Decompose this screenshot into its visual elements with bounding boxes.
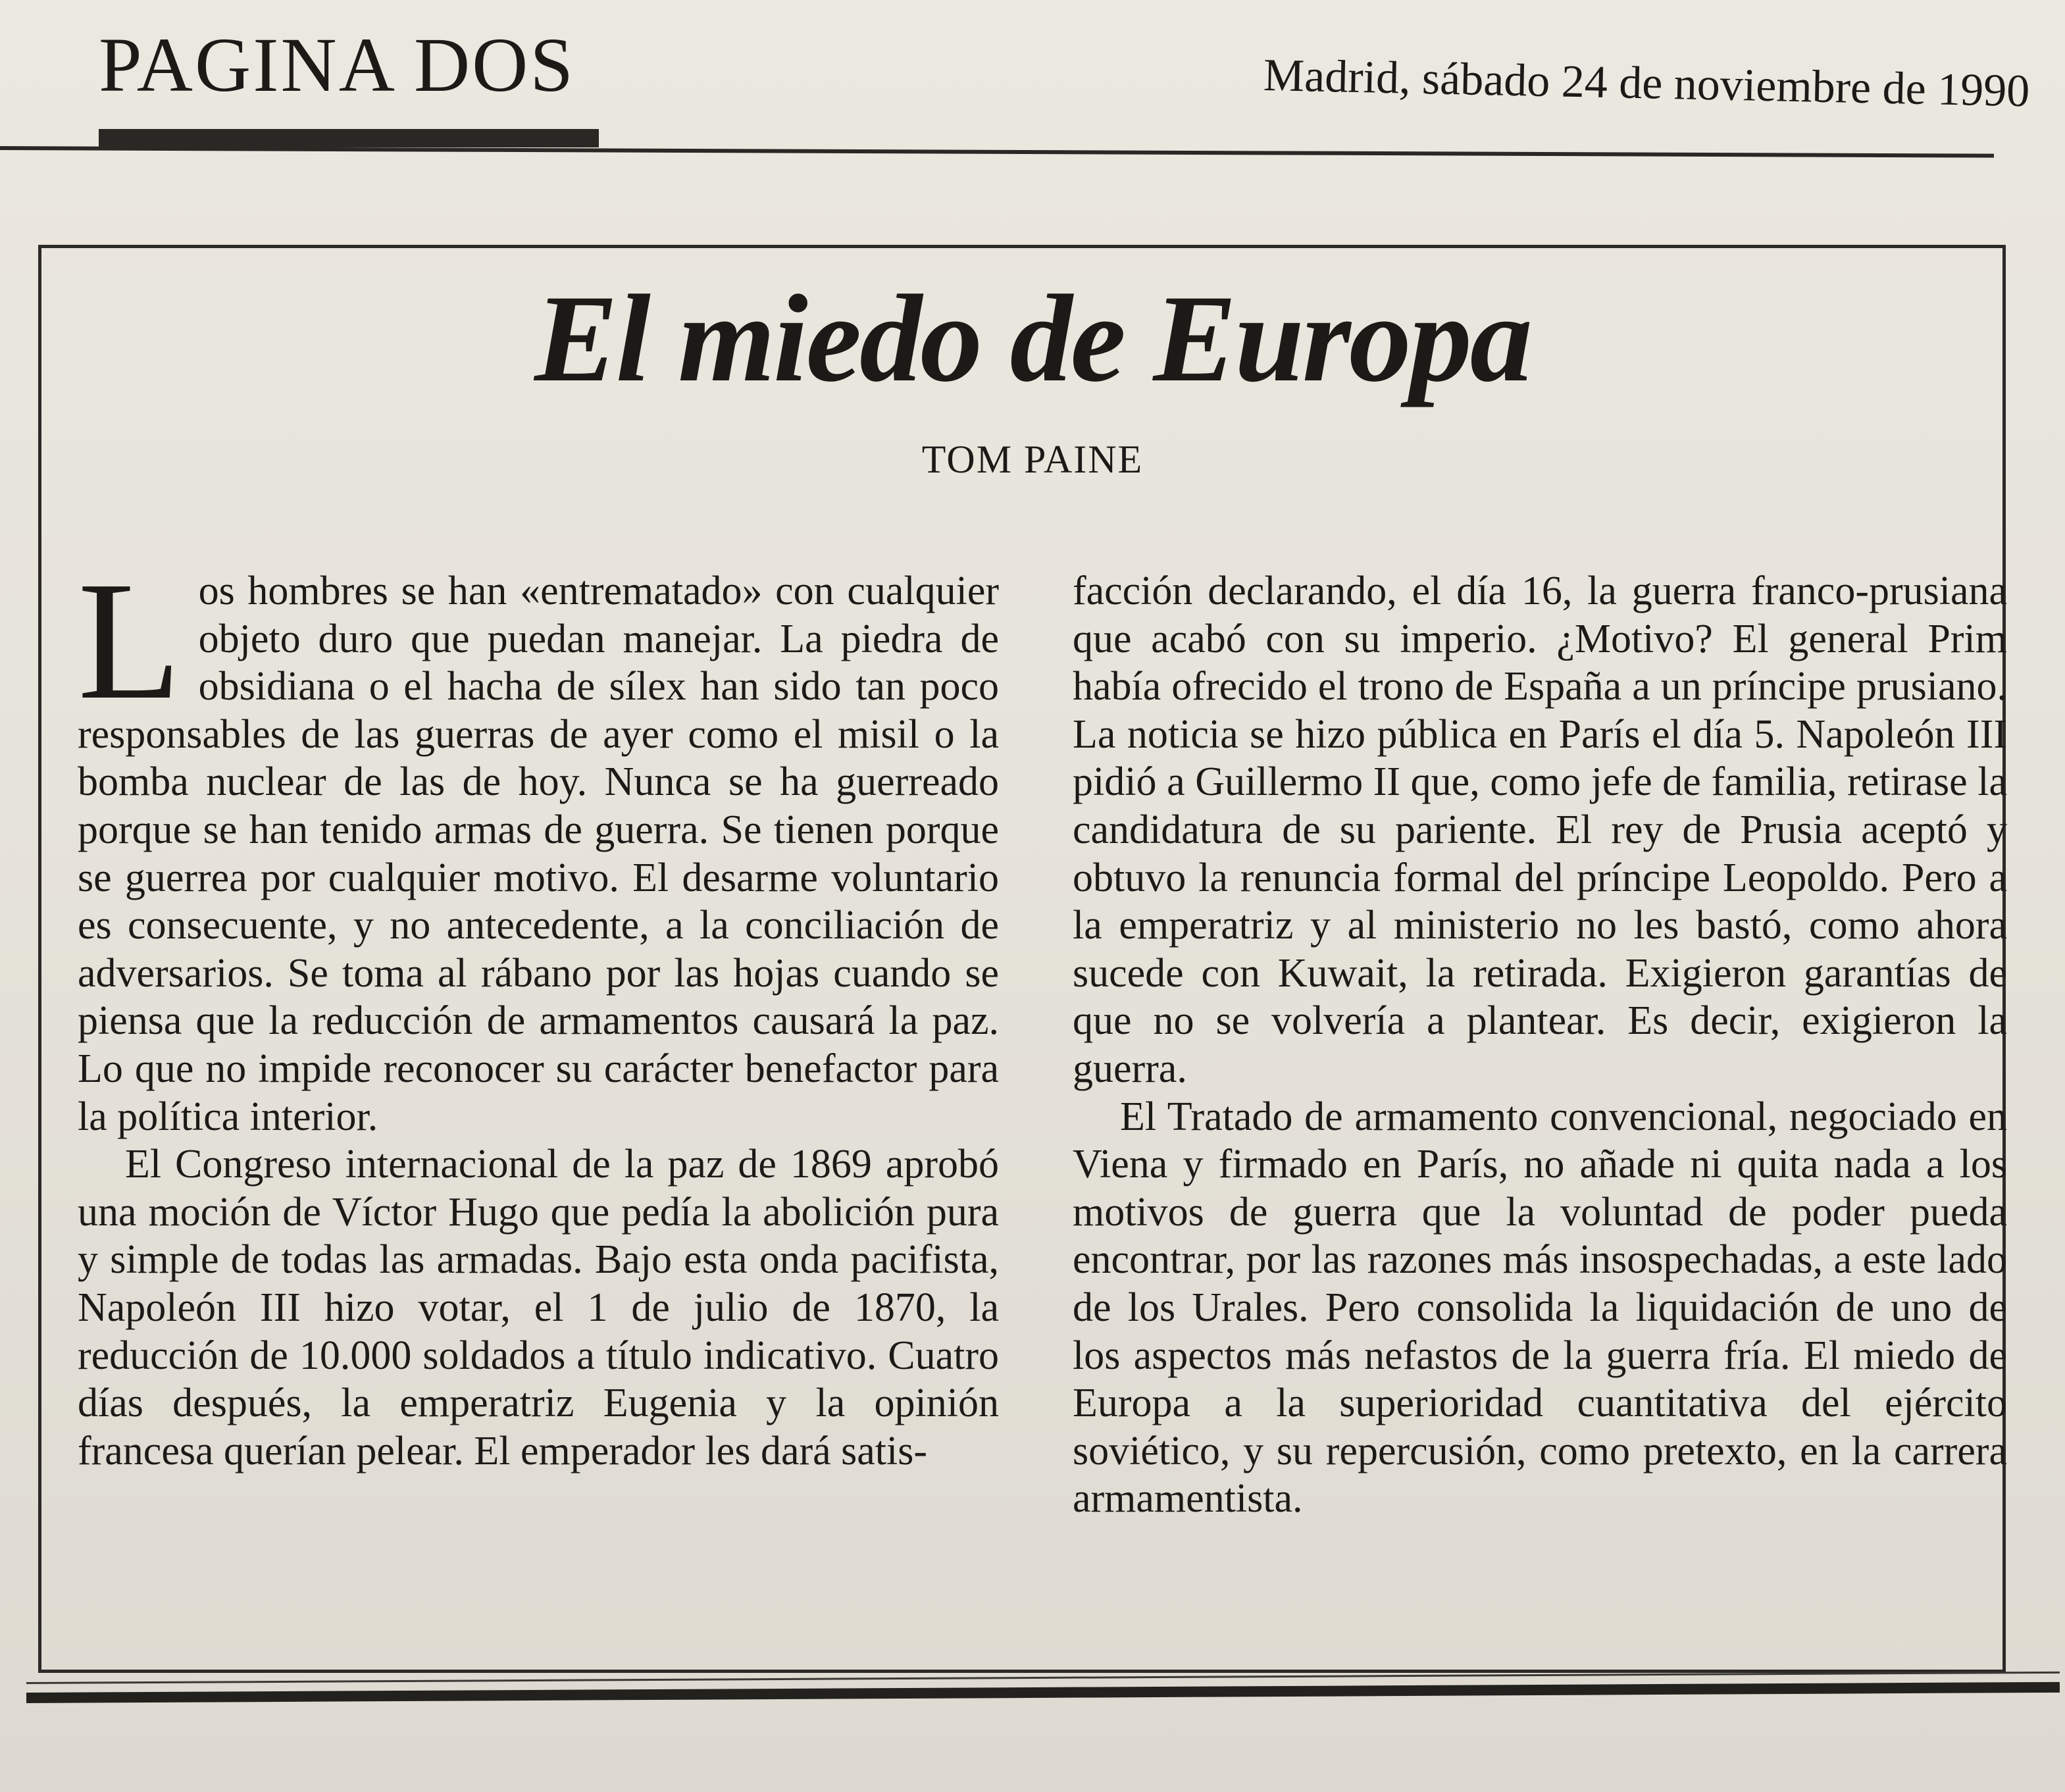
drop-cap: L (78, 546, 182, 734)
section-title: PAGINA DOS (99, 22, 575, 108)
article-headline: El miedo de Europa (534, 270, 1531, 408)
article-paragraph: facción declarando, el día 16, la guerra franco-prusiana que acabó con su imperio. ¿Motivo? El general Prim había ofrecido el trono de España a un príncipe prusiano. La noticia se hizo pública en París el día 5. Napoleón III pidió a Guillermo II que, como jefe de familia, retirase la candidatura de su pariente. El rey de Prusia aceptó y obtuvo la renuncia formal del príncipe Leopoldo. Pero a la emperatriz y al ministerio no les bastó, como ahora sucede con Kuwait, la retirada. Exigieron garantías de que no se volvería a plantear. Es decir, exigieron la guerra. (1073, 569, 2007, 1091)
paragraph-text: os hombres se han «entrematado» con cualquier objeto duro que puedan manejar. La piedra de obsidiana o el hacha de sílex han sido tan poco responsables de las guerras de ayer como el misil o la bomba nuclear de las de hoy. Nunca se ha guerreado porque se han tenido armas de guerra. Se tienen porque se guerrea por cualquier motivo. El desarme voluntario es consecuente, y no antecedente, a la conciliación de adversarios. Se toma al rábano por las hojas cuando se piensa que la reducción de armamentos causará la paz. Lo que no impide reconocer su carácter benefactor para la política interior. (78, 569, 999, 1139)
dateline: Madrid, sábado 24 de noviembre de 1990 (1263, 50, 2030, 117)
article-column-right (1073, 567, 2007, 1523)
footer-rule (26, 1682, 2060, 1703)
section-underline-bar (99, 129, 599, 147)
footer-rule-thin (26, 1672, 2060, 1684)
article-byline: TOM PAINE (921, 438, 1144, 481)
article-column-left (78, 546, 999, 1475)
header-rule (0, 146, 1994, 158)
article-paragraph (78, 546, 999, 1140)
article-paragraph: El Tratado de armamento convencional, negociado en Viena y firmado en París, no añade ni quita nada a los motivos de guerra que la voluntad de poder pueda encontrar, por las razones más insospechadas, a este lado de los Urales. Pero consolida la liquidación de uno de los aspectos más nefastos de la guerra fría. El miedo de Europa a la superioridad cuantitativa del ejército soviético, y su repercusión, como pretexto, en la carrera armamentista. (1073, 1094, 2007, 1522)
article-paragraph: El Congreso internacional de la paz de 1869 aprobó una moción de Víctor Hugo que pedía la abolición pura y simple de todas las armadas. Bajo esta onda pacifista, Napoleón III hizo votar, el 1 de julio de 1870, la reducción de 10.000 soldados a título indicativo. Cuatro días después, la emperatriz Eugenia y la opinión francesa querían pelear. El emperador les dará satis- (78, 1142, 999, 1473)
